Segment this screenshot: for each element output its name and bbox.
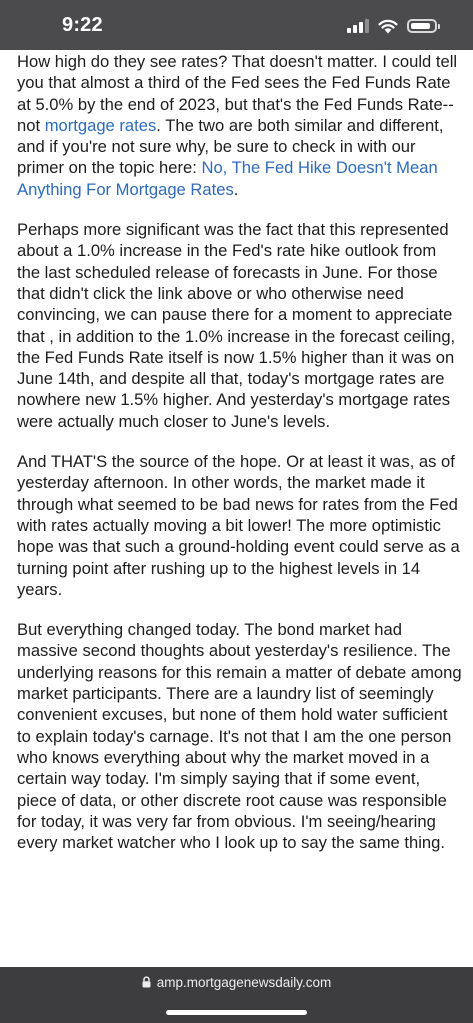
address-bar[interactable] (0, 975, 473, 990)
status-time: 9:22 (62, 14, 103, 36)
article-paragraph-1 (17, 51, 462, 200)
paragraph-text: . (233, 179, 239, 199)
url-text: amp.mortgagenewsdaily.com (156, 975, 332, 990)
article-body (17, 51, 462, 872)
article-paragraph-3: And THAT'S the source of the hope. Or at least it was, as of yesterday afternoon. In other words, the market made it through what seemed to be bad news for rates from the Fed with rates actually moving a bit lower! The more optimistic hope was that such a ground-holding event could serve as a turning point after rushing up to the highest levels in 14 years. (17, 452, 460, 599)
battery-icon (407, 19, 437, 33)
status-bar (0, 0, 473, 50)
article-paragraph-4: But everything changed today. The bond market had massive second thoughts about yesterday's resilience. The underlying reasons for this remain a matter of debate among market participants. There are a laundry list of seemingly convenient excuses, but none of them hold water sufficient to explain today's carnage. It's not that I am the one person who knows everything about why the market moved in a certain way today. I'm simply saying that if some event, piece of data, or other discrete root cause was responsible for today, it was very far from obvious. I'm seeing/hearing every market watcher who I look up to say the same thing. (17, 620, 462, 853)
browser-bottom-bar (0, 967, 473, 1023)
battery-fill (411, 23, 430, 29)
lock-icon (142, 976, 151, 988)
cellular-signal-icon (347, 19, 369, 33)
fed-hike-primer-link[interactable]: No, The Fed Hike Doesn't Mean Anything For Mortgage Rates (17, 158, 438, 199)
article-paragraph-2: Perhaps more significant was the fact that this represented about a 1.0% increase in the Fed's rate hike outlook from the last scheduled release of forecasts in June. For those that didn't click the link above or who otherwise need convincing, we can pause there for a moment to appreciate that , in addition to the 1.0% increase in the forecast ceiling, the Fed Funds Rate itself is now 1.5% higher than it was on June 14th, and despite all that, today's mortgage rates are nowhere new 1.5% higher. And yesterday's mortgage rates were actually much closer to June's levels. (17, 220, 456, 431)
home-indicator[interactable] (166, 1010, 307, 1015)
mortgage-rates-link[interactable]: mortgage rates (44, 115, 157, 135)
status-icons (347, 16, 437, 36)
wifi-icon (378, 19, 398, 34)
paragraph-text: . The two are both similar and different, and if you're not sure why, be sure to check in with our primer on the topic here: (17, 115, 444, 178)
paragraph-text: How high do they see rates? That doesn't matter. I could tell you that almost a third of the Fed sees the Fed Funds Rate at 5.0% by the end of 2023, but that's the Fed Funds Rate--not (17, 52, 458, 135)
